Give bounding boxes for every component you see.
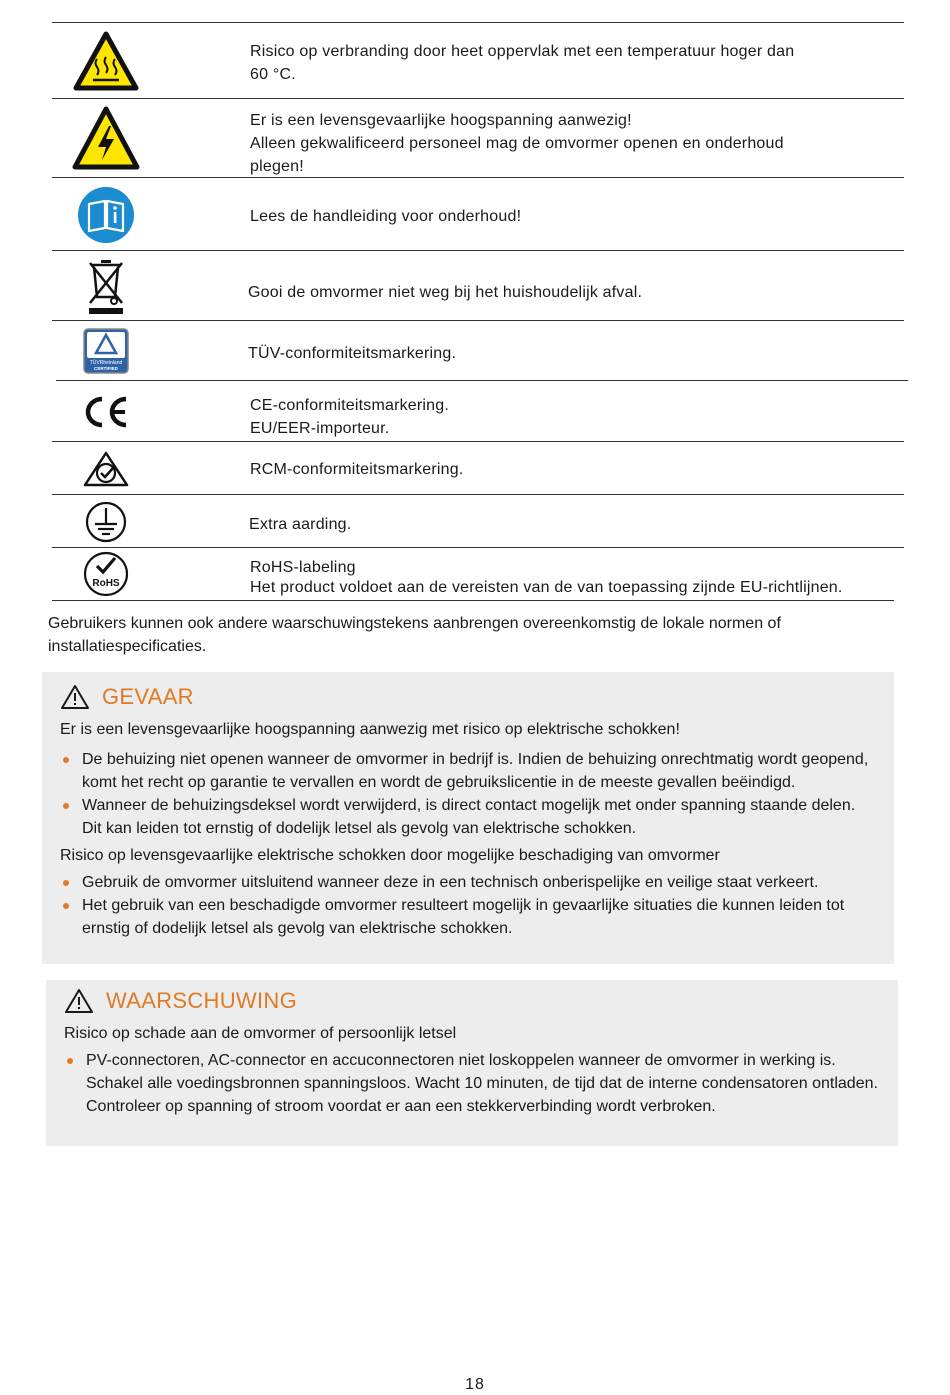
danger-intro-2: Risico op levensgevaarlijke elektrische schokken door mogelijke beschadiging van omvormer — [60, 847, 720, 864]
danger-intro: Er is een levensgevaarlijke hoogspanning aanwezig met risico op elektrische schokken! — [60, 721, 680, 738]
tuv-logo-text: TÜVRheinland — [89, 360, 123, 366]
list-item-text: Gebruik de omvormer uitsluitend wanneer deze in een technisch onberispelijke en veilige staat verkeert. — [82, 874, 819, 891]
warning-triangle-icon — [64, 988, 94, 1014]
list-item-text: Wanneer de behuizingsdeksel wordt verwijderd, is direct contact mogelijk met onder spanning staande delen. Dit kan leiden tot ernstig of dodelijk letsel als gevolg van elektrische schokken. — [82, 797, 856, 837]
warning-header — [64, 988, 882, 1014]
danger-title: GEVAAR — [102, 684, 194, 709]
symbol-row — [52, 441, 904, 495]
symbol-row — [56, 380, 908, 442]
ce-mark-icon — [52, 389, 160, 435]
list-item — [60, 794, 878, 840]
symbol-row — [52, 250, 904, 321]
bullet-icon — [63, 903, 69, 909]
warning-intro: Risico op schade aan de omvormer of persoonlijk letsel — [64, 1025, 457, 1042]
symbol-description-line: Risico op verbranding door heet oppervlak met een temperatuur hoger dan — [250, 43, 795, 60]
bullet-icon — [63, 880, 69, 886]
warning-box — [46, 980, 898, 1146]
rohs-icon — [52, 550, 160, 598]
symbol-description-line: Extra aarding. — [249, 516, 352, 533]
list-item-text: Het gebruik van een beschadigde omvormer resulteert mogelijk in gevaarlijke situaties die kunnen leiden tot ernstig of dodelijk letsel als gevolg van elektrische schokken. — [82, 897, 845, 937]
symbol-description-line: TÜV-conformiteitsmarkering. — [248, 345, 457, 362]
tuv-certified-icon — [52, 327, 160, 375]
symbol-row — [52, 494, 904, 548]
note-paragraph: Gebruikers kunnen ook andere waarschuwingstekens aanbrengen overeenkomstig de lokale normen of installatiespecificaties. — [48, 615, 781, 655]
rcm-mark-icon — [52, 448, 160, 490]
table-bottom-rule — [52, 600, 894, 601]
symbol-description-line: Gooi de omvormer niet weg bij het huishoudelijk afval. — [248, 284, 643, 301]
symbol-description-line: RCM-conformiteitsmarkering. — [250, 461, 464, 478]
danger-header — [60, 684, 878, 710]
bullet-icon — [63, 757, 69, 763]
list-item — [60, 894, 878, 940]
list-item — [60, 871, 878, 894]
warning-triangle-icon — [60, 684, 90, 710]
tuv-certified-text: CERTIFIED — [94, 366, 118, 371]
symbol-description-line: 60 °C. — [250, 66, 296, 83]
weee-crossed-bin-icon — [52, 257, 160, 317]
symbol-description-line: RoHS-labeling — [250, 559, 356, 576]
list-item-text: De behuizing niet openen wanneer de omvormer in bedrijf is. Indien de behuizing onrechtmatig wordt geopend, komt het recht op garantie te vervallen en wordt de gebruikslicentie in de meeste gevallen beëindigd. — [82, 751, 869, 791]
list-item — [60, 748, 878, 794]
rohs-logo-text: RoHS — [92, 578, 120, 589]
symbol-row — [52, 22, 904, 99]
symbol-row — [52, 177, 904, 251]
list-item — [64, 1049, 882, 1118]
bullet-icon — [67, 1058, 73, 1064]
warning-title: WAARSCHUWING — [106, 988, 297, 1013]
ground-earth-icon — [52, 499, 160, 545]
symbol-row — [52, 98, 904, 178]
symbol-row — [52, 547, 904, 601]
symbol-description-line: Er is een levensgevaarlijke hoogspanning aanwezig! — [250, 112, 632, 129]
page-number: 18 — [465, 1376, 485, 1393]
hot-surface-warning-icon — [52, 29, 160, 93]
symbol-description-line: Lees de handleiding voor onderhoud! — [250, 208, 522, 225]
high-voltage-warning-icon — [52, 105, 160, 171]
symbol-description-line: EU/EER-importeur. — [250, 420, 390, 437]
bullet-icon — [63, 803, 69, 809]
symbol-description-line: Alleen gekwalificeerd personeel mag de omvormer openen en onderhoud — [250, 135, 784, 152]
symbol-description-line: plegen! — [250, 158, 304, 175]
danger-box — [42, 672, 894, 964]
symbol-description-line: Het product voldoet aan de vereisten van de van toepassing zijnde EU-richtlijnen. — [250, 579, 843, 596]
list-item-text: PV-connectoren, AC-connector en accuconnectoren niet loskoppelen wanneer de omvormer in werking is. Schakel alle voedingsbronnen spanningsloos. Wacht 10 minuten, de tijd dat de interne condensatoren ontladen. Controleer op spanning of stroom voordat er aan een stekkerverbinding wordt verbroken. — [86, 1052, 878, 1115]
symbol-row — [52, 320, 904, 381]
read-manual-icon — [52, 185, 160, 245]
symbol-description-line: CE-conformiteitsmarkering. — [250, 397, 450, 414]
